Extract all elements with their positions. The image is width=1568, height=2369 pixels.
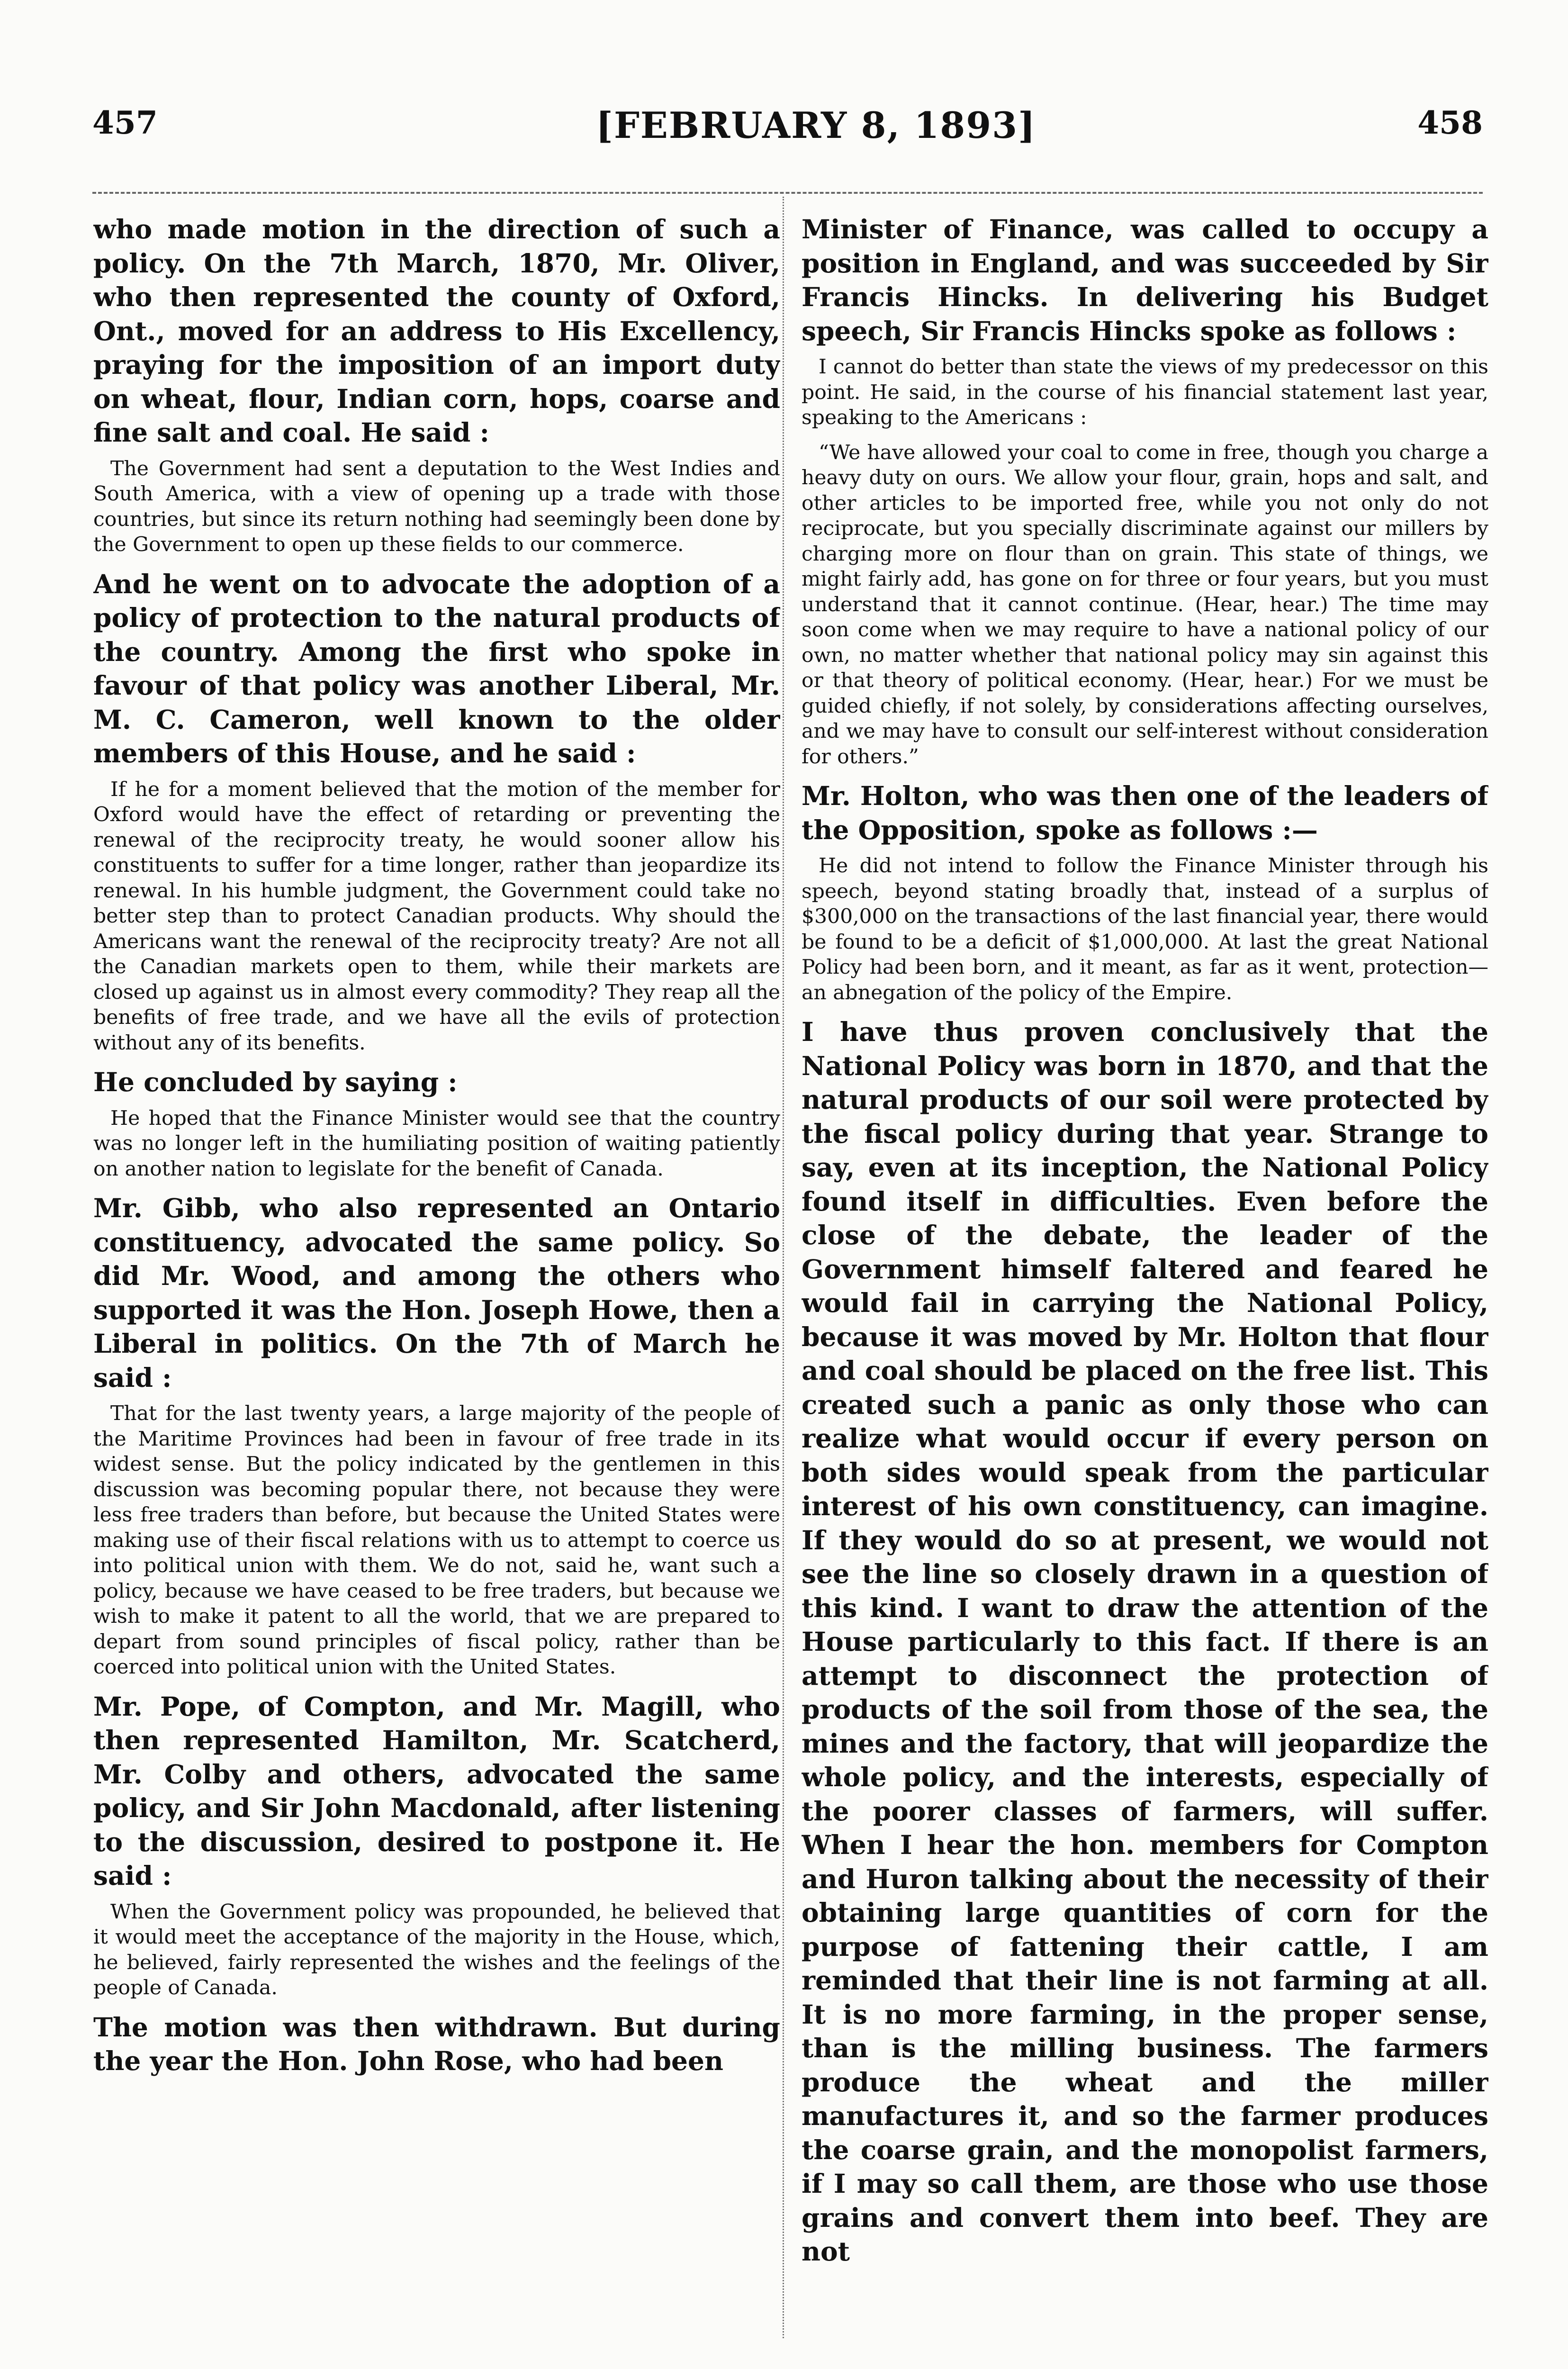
quote: “We have allowed your coal to come in free, though you charge a heavy duty on ours. We allow your flour, grain, hops and salt, and other articles to be imported free, while you not only do not reciprocate, but you specially discriminate against our millers by charging more on flour than on grain. This state of things, we might fairly add, has gone on for three or four years, but you must understand that it cannot continue. (Hear, hear.) The time may soon come when we may require to have a national policy of our own, no matter whether that national policy may sin against this or that theory of political economy. (Hear, hear.) For we must be guided chiefly, if not solely, by considerations affecting ourselves, and we may have to consult our self-interest without consideration for others.” <box>802 441 1488 769</box>
header-rule <box>92 192 1483 194</box>
right-column <box>802 212 1488 2354</box>
column-divider <box>783 197 784 2338</box>
left-column <box>93 212 780 2354</box>
paragraph: He concluded by saying : <box>93 1067 458 1097</box>
page-number-right: 458 <box>1417 104 1483 141</box>
quote: When the Government policy was propounded, he believed that it would meet the acceptance of the majority in the House, which, he believed, fairly represented the wishes and the feelings of the people of Canada. <box>93 1900 780 1999</box>
quote: If he for a moment believed that the motion of the member for Oxford would have the effect of retarding or preventing the renewal of the reciprocity treaty, he would sooner allow his constituents to suffer for a time longer, rather than jeopardize its renewal. In his humble judgment, the Government could take no better step than to protect Canadian products. Why should the Americans want the renewal of the reciprocity treaty? Are not all the Canadian markets open to them, while their markets are closed up against us in almost every commodity? They reap all the benefits of free trade, and we have all the evils of protection without any of its benefits. <box>93 778 780 1055</box>
page-header <box>92 104 1483 156</box>
paragraph: The motion was then withdrawn. But during the year the Hon. John Rose, who had been <box>93 2011 780 2076</box>
paragraph: I have thus proven conclusively that the National Policy was born in 1870, and that the natural products of our soil were protected by the fiscal policy during that year. Strange to say, even at its inception, the National Policy found itself in difficulties. Even before the close of the debate, the leader of the Government himself faltered and feared he would fail in carrying the National Policy, because it was moved by Mr. Holton that flour and coal should be placed on the free list. This created such a panic as only those who can realize what would occur if every person on both sides would speak from the particular interest of his own constituency, can imagine. If they would do so at present, we would not see the line so closely drawn in a question of this kind. I want to draw the attention of the House particularly to this fact. If there is an attempt to disconnect the protection of products of the soil from those of the sea, the mines and the factory, that will jeopardize the whole policy, and the interests, especially of the poorer classes of farmers, will suffer. When I hear the hon. members for Compton and Huron talking about the necessity of their obtaining large quantities of corn for the purpose of fattening their cattle, I am reminded that their line is not farming at all. It is no more farming, in the proper sense, than is the milling business. The farmers produce the wheat and the miller manufactures it, and so the farmer produces the coarse grain, and the monopolist farmers, if I may so call them, are those who use those grains and convert them into beef. They are not <box>802 1016 1488 2267</box>
quote: The Government had sent a deputation to the West Indies and South America, with a view of opening up a trade with those countries, but since its return nothing had seemingly been done by the Government to open up these fields to our commerce. <box>93 457 780 556</box>
page-date: [FEBRUARY 8, 1893] <box>596 104 1036 146</box>
quote: He did not intend to follow the Finance Minister through his speech, beyond stating broadly that, instead of a surplus of $300,000 on the transactions of the last financial year, there would be found to be a deficit of $1,000,000. At last the great National Policy had been born, and it meant, as far as it went, protection—an abnegation of the policy of the Empire. <box>802 854 1488 1004</box>
paragraph: Minister of Finance, was called to occupy a position in England, and was succeeded by Sir Francis Hincks. In delivering his Budget speech, Sir Francis Hincks spoke as follows : <box>802 214 1488 346</box>
quote: That for the last twenty years, a large majority of the people of the Maritime Provinces had been in favour of free trade in its widest sense. But the policy indicated by the gentlemen in this discussion was becoming popular there, not because they were less free traders than before, but because the United States were making use of their fiscal relations with us to attempt to coerce us into political union with them. We do not, said he, want such a policy, because we have ceased to be free traders, but because we wish to make it patent to all the world, that we are prepared to depart from sound principles of fiscal policy, rather than be coerced into political union with the United States. <box>93 1402 780 1679</box>
paragraph: who made motion in the direction of such a policy. On the 7th March, 1870, Mr. Oliver, who then represented the county of Oxford, Ont., moved for an address to His Excellency, praying for the imposition of an import duty on wheat, flour, Indian corn, hops, coarse and fine salt and coal. He said : <box>93 214 780 448</box>
paragraph: And he went on to advocate the adoption of a policy of protection to the natural products of the country. Among the first who spoke in favour of that policy was another Liberal, Mr. M. C. Cameron, well known to the older members of this House, and he said : <box>93 568 780 769</box>
paragraph: Mr. Holton, who was then one of the leaders of the Opposition, spoke as follows :— <box>802 780 1488 845</box>
page-number-left: 457 <box>92 104 158 141</box>
paragraph: Mr. Gibb, who also represented an Ontario constituency, advocated the same policy. So did Mr. Wood, and among the others who supported it was the Hon. Joseph Howe, then a Liberal in politics. On the 7th of March he said : <box>93 1193 780 1393</box>
paragraph: Mr. Pope, of Compton, and Mr. Magill, who then represented Hamilton, Mr. Scatcherd, Mr. Colby and others, advocated the same policy, and Sir John Macdonald, after listening to the discussion, desired to postpone it. He said : <box>93 1691 780 1891</box>
quote: He hoped that the Finance Minister would see that the country was no longer left in the humiliating position of waiting patiently on another nation to legislate for the benefit of Canada. <box>93 1106 780 1181</box>
quote: I cannot do better than state the views of my predecessor on this point. He said, in the course of his financial statement last year, speaking to the Americans : <box>802 355 1488 429</box>
